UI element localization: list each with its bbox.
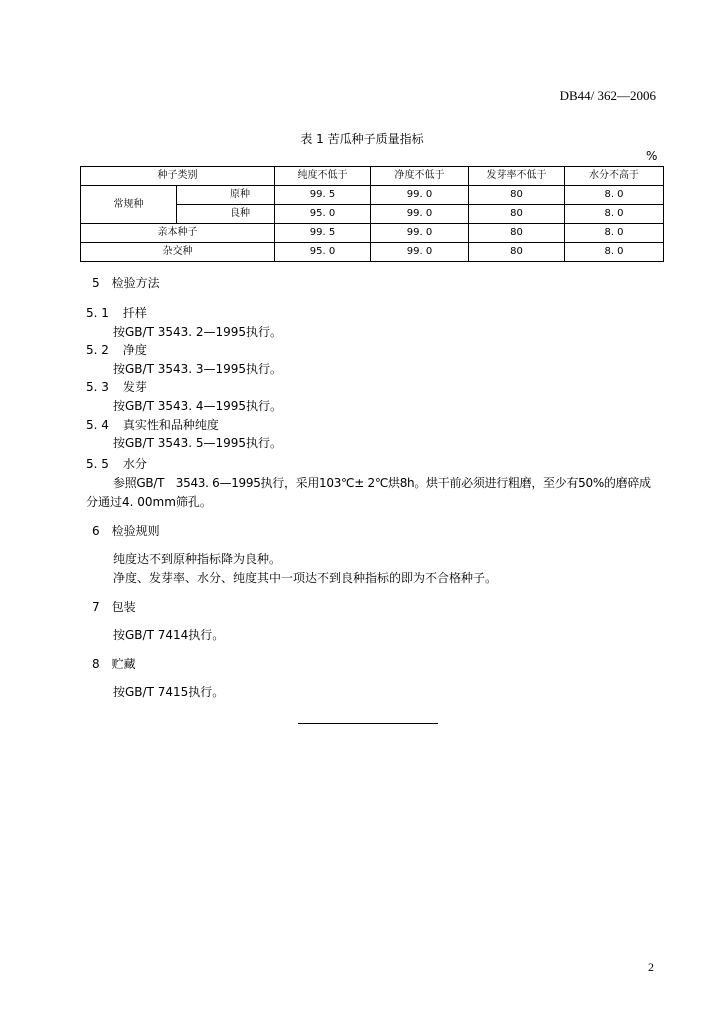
cleanliness-cell: 99. 0 (371, 186, 469, 205)
section-5-1-text: 按GB/T 3543. 2—1995执行。 (113, 325, 283, 339)
purity-cell: 99. 5 (275, 224, 371, 243)
cleanliness-cell: 99. 0 (371, 205, 469, 224)
section-number: 5. 2 (86, 343, 109, 357)
section-title: 检验规则 (111, 524, 160, 538)
section-number: 5. 5 (86, 457, 109, 471)
group-cell-conventional: 常规种 (81, 186, 177, 224)
section-5-5-heading (86, 455, 147, 472)
purity-cell: 99. 5 (275, 186, 371, 205)
section-5-1-heading (86, 304, 147, 321)
end-rule (298, 723, 438, 724)
cleanliness-cell: 99. 0 (371, 224, 469, 243)
section-title: 扦样 (122, 306, 147, 320)
section-5-4-text: 按GB/T 3543. 5—1995执行。 (113, 436, 283, 450)
section-number: 8 (92, 657, 100, 671)
section-title: 包装 (111, 600, 136, 614)
sub-category-cell: 原种 (177, 186, 275, 205)
germination-cell: 80 (469, 186, 565, 205)
category-cell: 杂交种 (81, 243, 275, 262)
section-6-text-line1: 纯度达不到原种指标降为良种。 (113, 552, 282, 566)
page-number: 2 (648, 960, 654, 974)
germination-cell: 80 (469, 205, 565, 224)
section-number: 7 (92, 600, 100, 614)
table-unit: % (646, 149, 658, 163)
section-5-3-heading (86, 378, 147, 395)
section-5-heading (92, 274, 160, 291)
section-7-text: 按GB/T 7414执行。 (113, 628, 225, 642)
section-number: 5. 4 (86, 418, 109, 432)
section-5-4-heading (86, 416, 219, 433)
section-title: 发芽 (122, 380, 147, 394)
section-5-2-text: 按GB/T 3543. 3—1995执行。 (113, 362, 283, 376)
section-number: 5 (92, 276, 100, 290)
section-7-heading (92, 598, 136, 615)
sub-category-cell: 良种 (177, 205, 275, 224)
section-title: 检验方法 (111, 276, 160, 290)
section-8-heading (92, 655, 136, 672)
section-number: 6 (92, 524, 100, 538)
section-6-text-line2: 净度、发芽率、水分、纯度其中一项达不到良种指标的即为不合格种子。 (113, 571, 498, 585)
section-title: 真实性和品种纯度 (122, 418, 219, 432)
section-number: 5. 1 (86, 306, 109, 320)
header-cell-germination: 发芽率不低于 (469, 167, 565, 186)
header-cell-cleanliness: 净度不低于 (371, 167, 469, 186)
header-cell-moisture: 水分不高于 (565, 167, 664, 186)
section-title: 净度 (122, 343, 147, 357)
germination-cell: 80 (469, 243, 565, 262)
cleanliness-cell: 99. 0 (371, 243, 469, 262)
quality-table (80, 166, 664, 262)
table-row (81, 224, 664, 243)
table-header-row (81, 167, 664, 186)
section-5-5-text-line2: 分通过4. 00mm筛孔。 (86, 495, 212, 509)
section-5-5-text-line1: 参照GB/T 3543. 6—1995执行，采用103℃± 2℃烘8h。烘干前必须进行粗磨，至少有50%的磨碎成 (113, 476, 651, 490)
section-6-heading (92, 522, 160, 539)
category-cell: 亲本种子 (81, 224, 275, 243)
purity-cell: 95. 0 (275, 243, 371, 262)
header-cell-purity: 纯度不低于 (275, 167, 371, 186)
moisture-cell: 8. 0 (565, 186, 664, 205)
section-title: 贮藏 (111, 657, 136, 671)
moisture-cell: 8. 0 (565, 224, 664, 243)
table-row (81, 243, 664, 262)
section-5-2-heading (86, 341, 147, 358)
section-5-3-text: 按GB/T 3543. 4—1995执行。 (113, 399, 283, 413)
purity-cell: 95. 0 (275, 205, 371, 224)
document-code: DB44/ 362—2006 (559, 88, 656, 103)
moisture-cell: 8. 0 (565, 205, 664, 224)
germination-cell: 80 (469, 224, 565, 243)
table-row (81, 186, 664, 205)
section-title: 水分 (122, 457, 147, 471)
header-cell-category: 种子类别 (81, 167, 275, 186)
section-number: 5. 3 (86, 380, 109, 394)
table-title: 表 1 苦瓜种子质量指标 (300, 132, 424, 146)
moisture-cell: 8. 0 (565, 243, 664, 262)
section-8-text: 按GB/T 7415执行。 (113, 685, 225, 699)
